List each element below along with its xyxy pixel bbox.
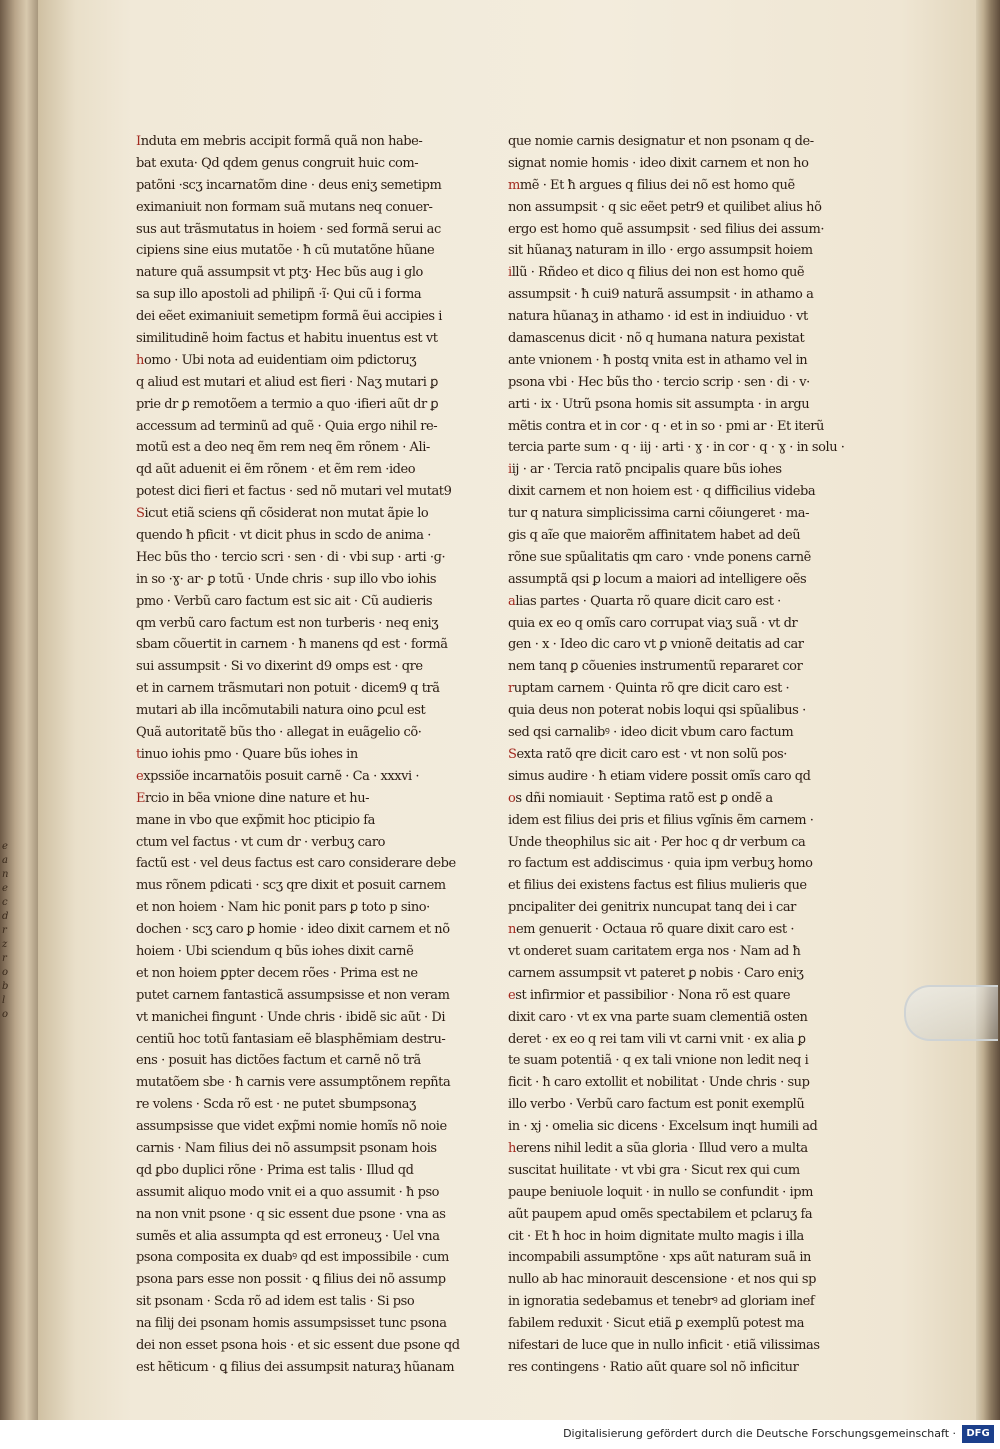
text-line: damascenus dicit · nõ q humana natura pexistat xyxy=(508,331,805,347)
gutter-mark: r xyxy=(2,925,7,936)
text-line: mane in vbo que exp̃mit hoc pticipio fa xyxy=(136,812,375,828)
text-line: tur q natura simplicissima carni cõiungeret · ma- xyxy=(508,506,810,522)
rubric-initial: S xyxy=(136,506,145,522)
footer-bar xyxy=(0,1420,1000,1449)
gutter-mark: o xyxy=(2,1009,9,1020)
gutter-mark: c xyxy=(2,897,8,908)
text-line: similitudinẽ hoim factus et habitu inuentus est vt xyxy=(136,331,438,347)
gutter-mark: b xyxy=(2,981,9,992)
text-line: qd aũt aduenit ei ẽm rõnem · et ẽm rem ·ideo xyxy=(136,462,416,478)
text-line: nullo ab hac minorauit descensione · et nos qui sp xyxy=(508,1272,816,1288)
text-line: quia deus non poterat nobis loqui qsi spũalibus · xyxy=(508,703,806,719)
text-column-right xyxy=(508,131,845,1379)
gutter-mark: d xyxy=(2,911,9,922)
text-line: Unde theophilus sic ait · Per hoc q dr verbum ca xyxy=(508,834,806,850)
text-line: suscitat huilitate · vt vbi gra · Sicut rex qui cum xyxy=(508,1162,800,1178)
rubric-initial: h xyxy=(508,1140,516,1156)
page-stack-edge xyxy=(976,0,1000,1420)
text-line: homo · Ubi nota ad euidentiam oim pdictoruʒ xyxy=(136,352,417,368)
left-page-edge xyxy=(0,0,38,1420)
text-column-left xyxy=(136,131,460,1379)
text-line: qm verbũ caro factum est non turberis · neq eniʒ xyxy=(136,615,439,631)
text-line: Hec bũs tho · tercio scri · sen · di · vbi sup · arti ·ɡ· xyxy=(136,549,446,565)
text-line: herens nihil ledit a sũa gloria · Illud vero a multa xyxy=(508,1140,808,1156)
text-line: carnem assumpsit vt pateret ꝑ nobis · Caro eniʒ xyxy=(508,965,804,981)
rubric-initial: t xyxy=(136,746,141,762)
text-line: mutari ab illa incõmutabili natura oino ꝑcul est xyxy=(136,703,426,719)
text-line: paupe beniuole loquit · in nullo se confundit · ipm xyxy=(508,1184,813,1200)
gutter-mark: n xyxy=(2,869,9,880)
text-line: psona pars esse non possit · ꝗ filius dei nõ assump xyxy=(136,1272,446,1288)
text-line: illũ · Rñdeo et dico q filius dei non est homo quẽ xyxy=(508,265,805,281)
text-line: in ignoratia sedebamus et tenebrꝰ ad gloriam inef xyxy=(508,1294,815,1310)
text-line: carnis · Nam filius dei nõ assumpsit psonam hois xyxy=(136,1140,437,1156)
rubric-initial: I xyxy=(136,134,141,149)
rubric-initial: e xyxy=(508,987,516,1003)
text-line: hoiem · Ubi sciendum q bũs iohes dixit carnẽ xyxy=(136,943,414,959)
rubric-initial: i xyxy=(508,462,512,478)
text-line: dixit caro · vt ex vna parte suam clementiã osten xyxy=(508,1009,808,1025)
text-line: psona composita ex duabꝰ qd est impossibile · cum xyxy=(136,1250,449,1266)
rubric-initial: n xyxy=(508,922,516,938)
gutter-mark: z xyxy=(2,939,8,950)
text-line: idem est filius dei pris et filius vgĩnis ẽm carnem · xyxy=(508,812,814,828)
text-line: Ercio in bẽa vnione dine nature et hu- xyxy=(136,790,370,806)
text-line: sit psonam · Scda rõ ad idem est talis · Si pso xyxy=(136,1294,415,1310)
text-line: prie dr ꝑ remotõem a termio a quo ·ifieri aũt dr ꝑ xyxy=(136,396,439,412)
text-line: nature quã assumpsit vt ptʒ· Hec bũs aug i glo xyxy=(136,265,423,281)
text-line: psona vbi · Hec bũs tho · tercio scrip · sen · di · v· xyxy=(508,374,810,390)
text-line: mẽtis contra et in cor · q · et in so · pmi ar · Et iterũ xyxy=(508,418,824,434)
text-line: mutatõem sbe · ħ carnis vere assumptõnem repñta xyxy=(136,1075,451,1091)
text-line: Quã autoritatẽ bũs tho · allegat in euãgelio cõ· xyxy=(136,725,422,741)
gutter-marginalia xyxy=(2,840,18,1160)
text-line: tinuo iohis pmo · Quare bũs iohes in xyxy=(136,746,358,762)
text-line: res contingens · Ratio aũt quare sol nõ inficitur xyxy=(508,1359,799,1375)
text-line: nem genuerit · Octaua rõ quare dixit caro est · xyxy=(508,922,795,938)
text-line: dochen · scʒ caro ꝑ homie · ideo dixit carnem et nõ xyxy=(136,922,450,938)
text-line: tercia parte sum · q · iij · arti · ɣ · in cor · q · ɣ · in solu · xyxy=(508,440,845,456)
text-line: fabilem reduxit · Sicut etiã ꝑ exemplũ potest ma xyxy=(508,1316,805,1332)
text-line: et filius dei existens factus est filius mulieris que xyxy=(508,878,807,894)
text-line: sus aut trãsmutatus in hoiem · sed formã serui ac xyxy=(136,221,441,237)
text-line: et non hoiem ꝑpter decem rões · Prima est ne xyxy=(136,965,418,981)
text-line: aũt paupem apud omẽs spectabilem et pclaruʒ fa xyxy=(508,1206,813,1222)
rubric-initial: r xyxy=(508,681,514,697)
text-line: in so ·ɣ· ar· ꝑ totũ · Unde chris · sup illo vbo iohis xyxy=(136,571,437,587)
text-line: Sicut etiã sciens qñ cõsiderat non mutat ãpie lo xyxy=(136,506,429,522)
text-line: os dñi nomiauit · Septima ratõ est ꝑ ondẽ a xyxy=(508,790,773,806)
text-line: assumit aliquo modo vnit ei a quo assumit · ħ pso xyxy=(136,1184,440,1200)
rubric-initial: o xyxy=(508,790,516,806)
text-line: mus rõnem pdicati · scʒ qre dixit et posuit carnem xyxy=(136,878,446,894)
text-line: est infirmior et passibilior · Nona rõ est quare xyxy=(508,987,791,1003)
text-line: ruptam carnem · Quinta rõ qre dicit caro est · xyxy=(508,681,790,697)
text-line: sa sup illo apostoli ad philipñ ·ĩ· Qui cũ i forma xyxy=(136,287,422,303)
text-line: nifestari de luce que in nullo inficit · etiã vilissimas xyxy=(508,1337,820,1353)
rubric-initial: m xyxy=(508,177,520,193)
page-clip xyxy=(904,985,998,1041)
text-line: non assumpsit · q sic eẽet petr9 et quilibet alius hõ xyxy=(508,199,822,215)
text-line: potest dici fieri et factus · sed nõ mutari vel mutat9 xyxy=(136,484,452,500)
text-line: arti · ix · Utrũ psona homis sit assumpta · in argu xyxy=(508,396,810,412)
text-line: bat exuta· Qd qdem genus congruit huic com- xyxy=(136,155,419,171)
text-line: expssiõe incarnatõis posuit carnẽ · Ca · xxxvi · xyxy=(136,768,420,784)
gutter-mark: e xyxy=(2,841,8,852)
text-line: nem tanq ꝑ cõuenies instrumentũ repararet cor xyxy=(508,659,803,675)
text-line: mmẽ · Et ħ argues q filius dei nõ est homo quẽ xyxy=(508,177,795,193)
text-line: q aliud est mutari et aliud est fieri · Naʒ mutari ꝑ xyxy=(136,374,438,390)
funding-credit: Digitalisierung gefördert durch die Deutsche Forschungsgemeinschaft · xyxy=(563,1427,956,1440)
text-line: deret · ex eo q rei tam vili vt carni vnit · ex alia ꝑ xyxy=(508,1031,806,1047)
text-line: et non hoiem · Nam hic ponit pars ꝑ toto p sino· xyxy=(136,900,430,916)
gutter-mark: e xyxy=(2,883,8,894)
text-line: quia ex eo q omĩs caro corrupat viaʒ suã · vt dr xyxy=(508,615,798,631)
text-line: sumẽs et alia assumpta qd est erroneuʒ · Uel vna xyxy=(136,1228,440,1244)
text-line: re volens · Scda rõ est · ne putet sbumpsonaʒ xyxy=(136,1097,416,1113)
rubric-initial: S xyxy=(508,746,517,762)
text-line: assumptã qsi ꝑ locum a maiori ad intelligere oẽs xyxy=(508,571,807,587)
text-line: dei non esset psona hois · et sic essent due psone qd xyxy=(136,1337,460,1353)
gutter-mark: a xyxy=(2,855,8,866)
text-line: est hẽticum · ꝗ filius dei assumpsit naturaʒ hũanam xyxy=(136,1359,455,1375)
gutter-mark: l xyxy=(2,995,6,1006)
text-line: cipiens sine eius mutatõe · ħ cũ mutatõne hũane xyxy=(136,243,435,259)
text-line: centiũ hoc totũ fantasiam eẽ blasphẽmiam destru- xyxy=(136,1031,446,1047)
text-line: ens · posuit has dictões factum et carnẽ nõ trã xyxy=(136,1053,421,1069)
text-line: na non vnit psone · q sic essent due psone · vna as xyxy=(136,1206,446,1222)
text-line: pmo · Verbũ caro factum est sic ait · Cũ audieris xyxy=(136,593,433,609)
text-line: Sexta ratõ qre dicit caro est · vt non solũ pos· xyxy=(508,746,787,762)
text-line: ficit · ħ caro extollit et nobilitat · Unde chris · sup xyxy=(508,1075,810,1091)
text-line: illo verbo · Verbũ caro factum est ponit exemplũ xyxy=(508,1097,805,1113)
text-line: sed qsi carnalibꝰ · ideo dicit vbum caro factum xyxy=(508,725,794,741)
text-line: ergo est homo quẽ assumpsit · sed filius dei assum· xyxy=(508,221,825,237)
text-line: et in carnem trãsmutari non potuit · dicem9 q trã xyxy=(136,681,440,697)
text-line: natura hũanaʒ in athamo · id est in indiuiduo · vt xyxy=(508,309,808,325)
rubric-initial: a xyxy=(508,593,516,609)
text-line: iij · ar · Tercia ratõ pncipalis quare bũs iohes xyxy=(508,462,782,478)
gutter-mark: r xyxy=(2,953,7,964)
text-line: simus audire · ħ etiam videre possit omĩs caro qd xyxy=(508,768,811,784)
text-line: pncipaliter dei genitrix nuncupat tanq dei i car xyxy=(508,900,796,916)
text-line: cit · Et ħ hoc in hoim dignitate multo magis i illa xyxy=(508,1228,804,1244)
text-line: sui assumpsit · Si vo dixerint d9 omps est · qre xyxy=(136,659,423,675)
text-line: alias partes · Quarta rõ quare dicit caro est · xyxy=(508,593,781,609)
rubric-initial: i xyxy=(508,265,512,281)
text-line: dixit carnem et non hoiem est · q difficilius videba xyxy=(508,484,816,500)
text-line: qd ꝑbo duplici rõne · Prima est talis · Illud qd xyxy=(136,1162,414,1178)
text-line: ante vnionem · ħ postq vnita est in athamo vel in xyxy=(508,352,808,368)
text-line: eximaniuit non formam suã mutans neq conuer- xyxy=(136,199,433,215)
text-line: ctum vel factus · vt cum dr · verbuʒ caro xyxy=(136,834,385,850)
rubric-initial: E xyxy=(136,790,146,806)
text-line: assumpsit · ħ cui9 naturã assumpsit · in athamo a xyxy=(508,287,814,303)
text-line: rõne sue spũalitatis qm caro · vnde ponens carnẽ xyxy=(508,549,811,565)
text-line: Induta em mebris accipit formã quã non habe- xyxy=(136,134,423,149)
text-line: que nomie carnis designatur et non psonam q de- xyxy=(508,134,814,149)
text-line: gen · x · Ideo dic caro vt ꝑ vnionẽ deitatis ad car xyxy=(508,637,804,653)
text-line: putet carnem fantasticã assumpsisse et non veram xyxy=(136,987,450,1003)
text-line: patõni ·scʒ incarnatõm dine · deus eniʒ semetipm xyxy=(136,177,442,193)
text-line: vt manichei fingunt · Unde chris · ibidẽ sic aũt · Di xyxy=(136,1009,446,1025)
text-line: incompabili assumptõne · xps aũt naturam suã in xyxy=(508,1250,811,1266)
text-line: vt onderet suam caritatem erga nos · Nam ad ħ xyxy=(508,943,801,959)
rubric-initial: e xyxy=(136,768,144,784)
gutter-mark: o xyxy=(2,967,9,978)
text-line: motũ est a deo neq ẽm rem neq ẽm rõnem · Ali- xyxy=(136,440,430,456)
text-line: te suam potentiã · q ex tali vnione non ledit neq i xyxy=(508,1053,809,1069)
text-line: gis q aĩe que maiorẽm affinitatem habet ad deũ xyxy=(508,528,801,544)
text-line: sit hũanaʒ naturam in illo · ergo assumpsit hoiem xyxy=(508,243,813,259)
text-line: accessum ad terminũ ad quẽ · Quia ergo nihil re- xyxy=(136,418,438,434)
text-line: quendo ħ pficit · vt dicit phus in scdo de anima · xyxy=(136,528,431,544)
text-line: sbam cõuertit in carnem · ħ manens qd est · formã xyxy=(136,637,448,653)
rubric-initial: h xyxy=(136,352,144,368)
text-line: signat nomie homis · ideo dixit carnem et non ho xyxy=(508,155,809,171)
text-line: dei eẽet eximaniuit semetipm formã ẽui accipies i xyxy=(136,309,442,325)
text-line: assumpsisse que videt exp̃mi nomie homĩs nõ noie xyxy=(136,1119,447,1135)
text-line: ro factum est addiscimus · quia ipm verbuʒ homo xyxy=(508,856,813,872)
text-line: na filij dei psonam homis assumpsisset tunc psona xyxy=(136,1316,447,1332)
text-line: factũ est · vel deus factus est caro considerare debe xyxy=(136,856,456,872)
dfg-logo: DFG xyxy=(962,1425,994,1443)
text-line: in · xj · omelia sic dicens · Excelsum inqt humili ad xyxy=(508,1119,818,1135)
